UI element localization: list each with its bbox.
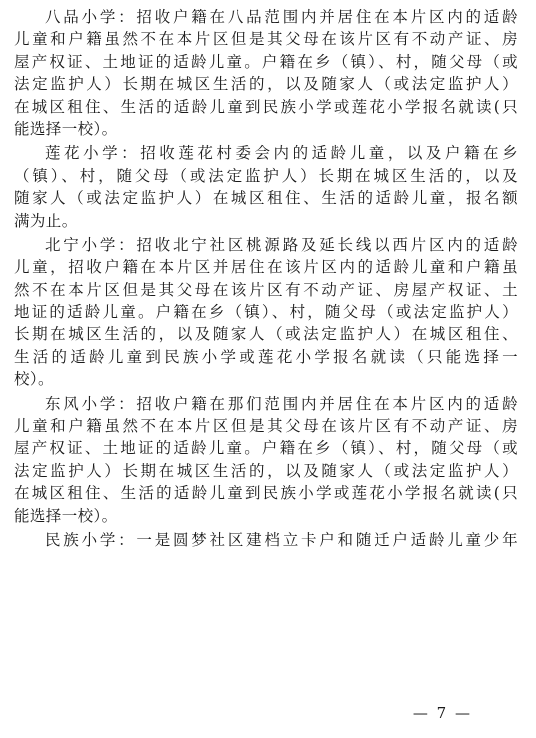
text-line: 长期在城区生活的，以及随家人（或法定监护人）在城区租住、 <box>14 325 518 344</box>
text-line: 法定监护人）长期在城区生活的，以及随家人（或法定监护人） <box>14 461 518 480</box>
text-line: 东风小学：招收户籍在那们范围内并居住在本片区内的适龄 <box>45 394 518 413</box>
text-line: 儿童和户籍虽然不在本片区但是其父母在该片区有不动产证、房 <box>14 417 518 436</box>
text-line: 八品小学：招收户籍在八品范围内并居住在本片区内的适龄 <box>45 8 518 26</box>
text-line: 屋产权证、土地证的适龄儿童。户籍在乡（镇）、村，随父母（或 <box>14 52 518 71</box>
document-page <box>14 6 518 553</box>
text-line: 在城区租住、生活的适龄儿童到民族小学或莲花小学报名就读(只 <box>14 484 518 503</box>
text-line: 随家人（或法定监护人）在城区租住、生活的适龄儿童，报名额 <box>14 189 518 208</box>
text-line: 校）。 <box>14 370 54 389</box>
text-line: 儿童，招收户籍在本片区并居住在该片区内的适龄儿童和户籍虽 <box>14 258 518 277</box>
text-line: 屋产权证、土地证的适龄儿童。户籍在乡（镇）、村，随父母（或 <box>14 439 518 458</box>
text-line: 然不在本片区但是其父母在该片区有不动产证、房屋产权证、土 <box>14 280 518 299</box>
text-line: 满为止。 <box>14 211 78 230</box>
text-line: 儿童和户籍虽然不在本片区但是其父母在该片区有不动产证、房 <box>14 30 518 49</box>
text-line: 民族小学：一是圆梦社区建档立卡户和随迁户适龄儿童少年 <box>45 530 518 549</box>
text-line: 法定监护人）长期在城区生活的，以及随家人（或法定监护人） <box>14 75 518 94</box>
paragraph-lianhua-school <box>14 142 518 232</box>
paragraph-dongfeng-school <box>14 393 518 527</box>
page-number: — 7 — <box>412 704 472 722</box>
paragraph-minzu-school <box>14 529 518 551</box>
text-line: 能选择一校）。 <box>14 506 118 525</box>
text-line: 生活的适龄儿童到民族小学或莲花小学报名就读（只能选择一 <box>14 347 518 366</box>
text-line: 能选择一校）。 <box>14 119 118 138</box>
text-line: （镇）、村，随父母（或法定监护人）长期在城区生活的，以及 <box>14 166 518 185</box>
paragraph-beining-school <box>14 234 518 391</box>
text-line: 地证的适龄儿童。户籍在乡（镇）、村，随父母（或法定监护人） <box>14 303 518 322</box>
text-line: 莲花小学：招收莲花村委会内的适龄儿童，以及户籍在乡 <box>45 144 518 163</box>
text-line: 北宁小学：招收北宁社区桃源路及延长线以西片区内的适龄 <box>45 235 518 254</box>
text-line: 在城区租住、生活的适龄儿童到民族小学或莲花小学报名就读(只 <box>14 97 518 116</box>
paragraph-bapin-school <box>14 6 518 140</box>
